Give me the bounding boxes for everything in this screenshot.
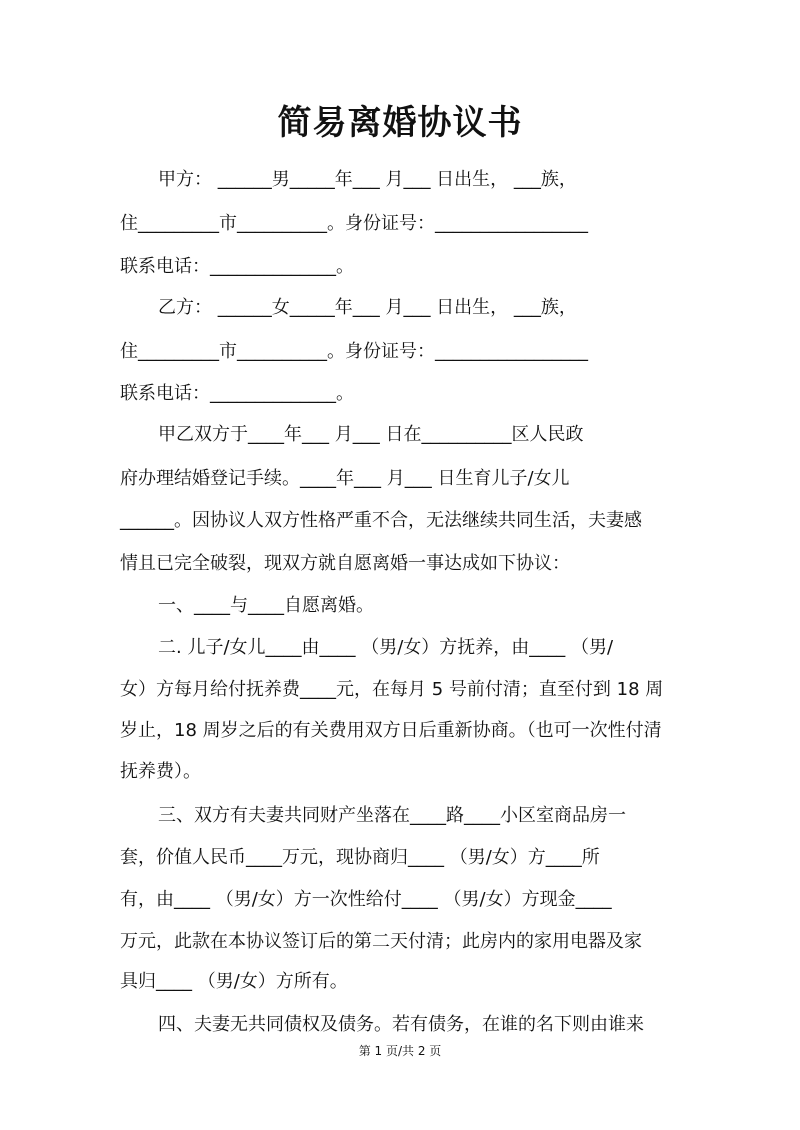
clause-2-line-4: 抚养费）。 <box>120 761 201 782</box>
clause-1-line-1: 一、____与____自愿离婚。 <box>158 595 374 616</box>
marriage-paragraph-line-1: 甲乙双方于____年___ 月___ 日在__________区人民政 <box>158 424 584 445</box>
marriage-paragraph-line-3: ______。因协议人双方性格严重不合，无法继续共同生活，夫妻感 <box>120 510 642 531</box>
party-a-line-1: 甲方： ______男_____年___ 月___ 日出生， ___族， <box>158 169 577 190</box>
page-number: 第 1 页/共 2 页 <box>358 1044 442 1058</box>
clause-3-line-2: 套，价值人民币____万元，现协商归____ （男/女）方____所 <box>120 847 600 868</box>
clause-3-line-3: 有，由____ （男/女）方一次性给付____ （男/女）方现金____ <box>120 889 612 910</box>
clause-4-line-1: 四、夫妻无共同债权及债务。若有债务，在谁的名下则由谁来 <box>158 1014 644 1035</box>
clause-3-line-4: 万元，此款在本协议签订后的第二天付清；此房内的家用电器及家 <box>120 931 642 952</box>
marriage-paragraph-line-2: 府办理结婚登记手续。____年___ 月___ 日生育儿子/女儿 <box>120 468 570 489</box>
marriage-paragraph-line-4: 情且已完全破裂，现双方就自愿离婚一事达成如下协议： <box>120 553 570 574</box>
clause-2-line-3: 岁止，18 周岁之后的有关费用双方日后重新协商。（也可一次性付清 <box>120 720 662 741</box>
party-b-line-2: 住_________市__________。身份证号：_________________ <box>120 341 588 362</box>
clause-2-line-1: 二. 儿子/女儿____由____ （男/女）方抚养，由____ （男/ <box>158 637 614 658</box>
clause-2-line-2: 女）方每月给付抚养费____元，在每月 5 号前付清；直至付到 18 周 <box>120 679 664 700</box>
party-b-line-3: 联系电话：______________。 <box>120 383 354 404</box>
clause-3-line-1: 三、双方有夫妻共同财产坐落在____路____小区室商品房一 <box>158 805 626 826</box>
document-title: 简易离婚协议书 <box>277 103 523 143</box>
party-a-line-2: 住_________市__________。身份证号：_________________ <box>120 213 588 234</box>
party-a-line-3: 联系电话：______________。 <box>120 256 354 277</box>
party-b-line-1: 乙方： ______女_____年___ 月___ 日出生， ___族， <box>158 297 577 318</box>
clause-3-line-5: 具归____ （男/女）方所有。 <box>120 971 348 992</box>
